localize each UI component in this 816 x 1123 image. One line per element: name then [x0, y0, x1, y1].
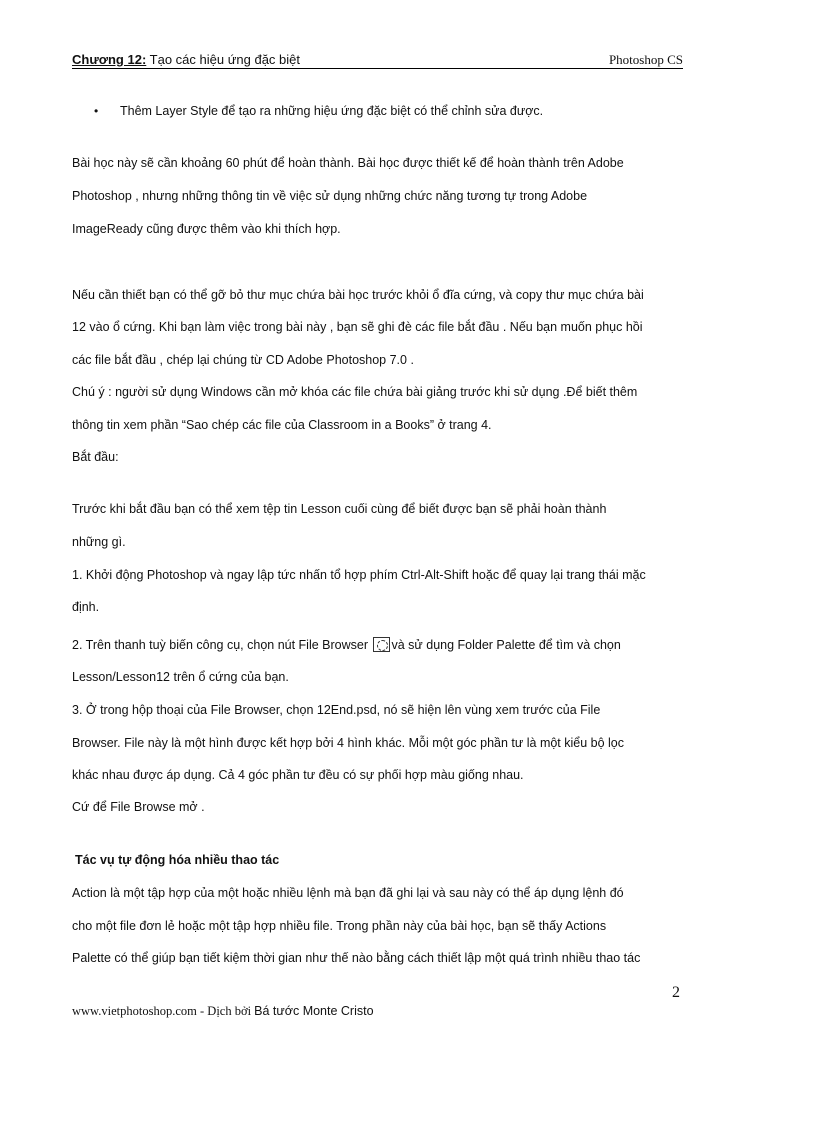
- paragraph-line: 12 vào ổ cứng. Khi bạn làm việc trong bài này , bạn sẽ ghi đè các file bắt đầu . Nếu bạn muốn phục hồi: [72, 320, 643, 334]
- step-line: 1. Khởi động Photoshop và ngay lập tức nhấn tổ hợp phím Ctrl-Alt-Shift hoặc để quay lại trang thái mặc: [72, 568, 646, 582]
- step-line: khác nhau được áp dụng. Cả 4 góc phần tư đều có sự phối hợp màu giống nhau.: [72, 768, 524, 782]
- footer-url: www.vietphotoshop.com: [72, 1004, 197, 1018]
- step-line: định.: [72, 600, 100, 614]
- section-heading: Tác vụ tự động hóa nhiều thao tác: [75, 853, 280, 867]
- bullet-text: Thêm Layer Style để tạo ra những hiệu ứng đặc biệt có thể chỉnh sửa được.: [120, 104, 544, 118]
- footer-credit: - Dịch bởi: [196, 1004, 255, 1018]
- paragraph-line: cho một file đơn lẻ hoặc một tập hợp nhiều file. Trong phần này của bài học, bạn sẽ thấy Actions: [72, 919, 607, 933]
- start-label: Bắt đầu:: [72, 450, 119, 464]
- step-line: 3. Ở trong hộp thoại của File Browser, chọn 12End.psd, nó sẽ hiện lên vùng xem trước của File: [72, 703, 601, 717]
- step-line: [72, 637, 621, 653]
- chapter-label: Chương 12:: [72, 52, 147, 67]
- paragraph-line: Cứ để File Browse mở .: [72, 800, 205, 814]
- page-header: [72, 52, 683, 69]
- translator-name: Bá tước Monte Cristo: [254, 1004, 374, 1018]
- paragraph-line: Nếu cần thiết bạn có thể gỡ bỏ thư mục chứa bài học trước khỏi ổ đĩa cứng, và copy thư mục chứa bài: [72, 288, 644, 302]
- chapter-title: Tạo các hiệu ứng đặc biệt: [146, 52, 301, 67]
- note-line: Chú ý : người sử dụng Windows cần mở khóa các file chứa bài giảng trước khi sử dụng .Để biết thêm: [72, 385, 638, 399]
- page-number: 2: [672, 984, 680, 1001]
- paragraph-line: những gì.: [72, 535, 126, 549]
- book-title: Photoshop CS: [608, 52, 683, 67]
- paragraph-line: Bài học này sẽ cần khoảng 60 phút để hoàn thành. Bài học được thiết kế để hoàn thành trên Adobe: [72, 156, 624, 170]
- paragraph-line: Trước khi bắt đầu bạn có thể xem tệp tin Lesson cuối cùng để biết được bạn sẽ phải hoàn thành: [72, 502, 607, 516]
- step-line: Browser. File này là một hình được kết hợp bởi 4 hình khác. Mỗi một góc phần tư là một kiểu bộ lọc: [72, 736, 625, 750]
- step-line: Lesson/Lesson12 trên ổ cứng của bạn.: [72, 670, 289, 684]
- paragraph-line: các file bắt đầu , chép lại chúng từ CD Adobe Photoshop 7.0 .: [72, 353, 414, 367]
- page-footer: [72, 1004, 374, 1019]
- paragraph-line: Photoshop , nhưng những thông tin về việc sử dụng những chức năng tương tự trong Adobe: [72, 189, 588, 203]
- paragraph-line: Action là một tập hợp của một hoặc nhiều lệnh mà bạn đã ghi lại và sau này có thể áp dụng lệnh đó: [72, 886, 624, 900]
- paragraph-line: ImageReady cũng được thêm vào khi thích hợp.: [72, 222, 341, 236]
- bullet-icon: •: [94, 104, 99, 118]
- file-browser-icon: [373, 637, 390, 652]
- note-line: thông tin xem phần “Sao chép các file của Classroom in a Books” ở trang 4.: [72, 418, 492, 432]
- paragraph-line: Palette có thể giúp bạn tiết kiệm thời gian như thế nào bằng cách thiết lập một quá trình nhiều thao tác: [72, 951, 641, 965]
- step-text: và sử dụng Folder Palette để tìm và chọn: [391, 638, 621, 652]
- step-text: 2. Trên thanh tuỳ biến công cụ, chọn nút File Browser: [72, 638, 372, 652]
